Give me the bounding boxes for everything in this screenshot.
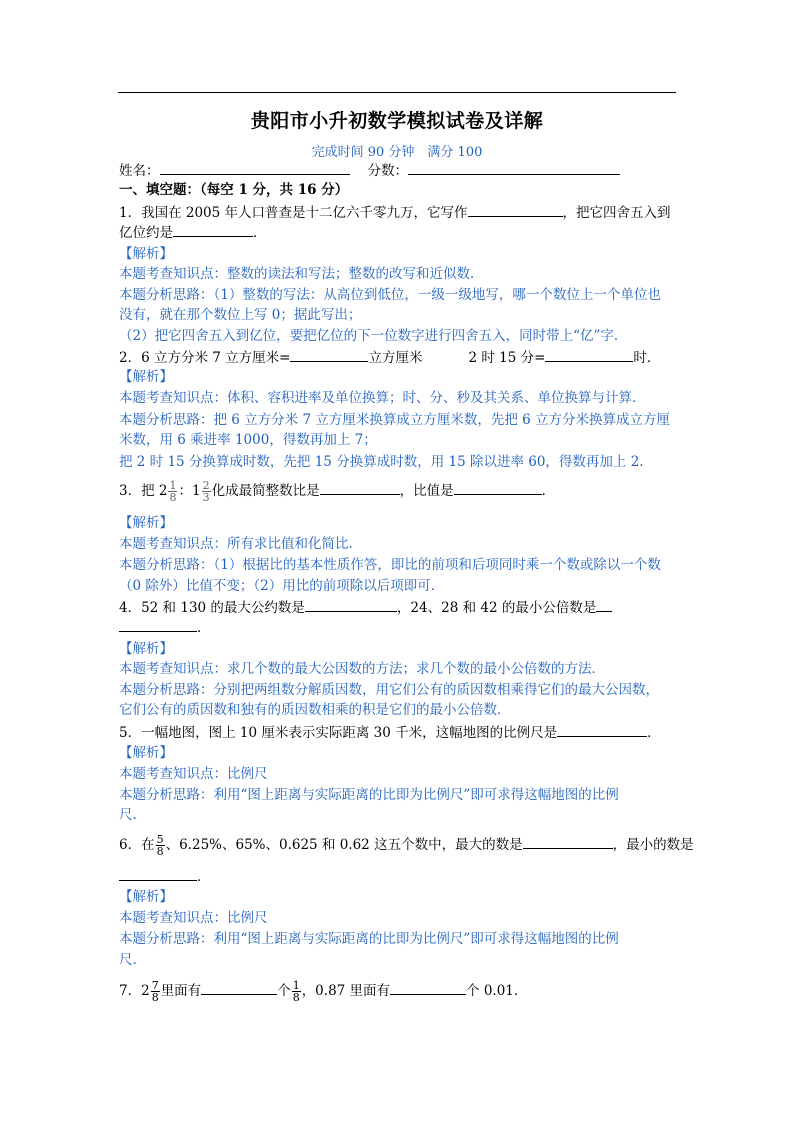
q1-thinking-3: （2）把它四舍五入到亿位，要把亿位的下一位数字进行四舍五入，同时带上“亿”字． [119,328,628,344]
q7-blank-2[interactable] [390,980,466,995]
q2-text-3: 2 时 15 分= [468,350,546,366]
q6-blank-2[interactable] [119,866,197,881]
q3-colon: ：1 [178,483,201,499]
exam-subtitle: 完成时间 90 分钟 满分 100 [311,145,483,160]
q4-analysis-label: 【解析】 [119,641,173,657]
q7-end: 个 0.01． [466,983,528,999]
q1-thinking-1: 本题分析思路：（1）整数的写法：从高位到低位，一级一级地写，哪一个数位上一个单位也 [119,287,661,303]
question-7 [119,980,527,1003]
q4-end: ． [197,620,211,636]
q7-fraction-1: $\frac{7}{8}$ [151,979,159,1004]
q3-text-3: ，比值是 [399,483,454,499]
q3-knowledge: 本题考查知识点：所有求比值和化简比． [119,536,362,552]
q2-knowledge: 本题考查知识点：体积、容积进率及单位换算；时、分、秒及其关系、单位换算与计算． [119,390,646,406]
name-label: 姓名： [119,163,160,179]
question-6-cont [119,866,211,887]
q3-analysis-label: 【解析】 [119,515,173,531]
q3-text-2: 化成最简整数比是 [211,483,320,499]
q2-blank-1[interactable] [290,347,368,362]
question-4-cont [119,617,211,638]
q2-thinking-3: 把 2 时 15 分换算成时数，先把 15 分换算成时数，用 15 除以进率 60，得数再加上 2. [119,454,644,470]
q3-thinking-2: （0 除外）比值不变；（2）用比的前项除以后项即可． [119,578,445,594]
q1-text-3: 亿位约是 [119,225,173,241]
question-2 [119,347,660,368]
q1-blank-1[interactable] [468,202,563,217]
q3-thinking-1: 本题分析思路：（1）根据比的基本性质作答，即比的前项和后项同时乘一个数或除以一个数 [119,557,661,573]
q2-thinking-1: 本题分析思路：把 6 立方分米 7 立方厘米换算成立方厘米数，先把 6 立方分米换算成立方厘 [119,412,671,428]
q6-text-3: ，最小的数是 [612,837,694,853]
section-heading: 一、填空题：（每空 1 分，共 16 分） [119,182,349,198]
question-5 [119,722,661,743]
q6-knowledge: 本题考查知识点：比例尺 [119,910,268,926]
name-field[interactable] [160,160,350,175]
q1-text-2: ，把它四舍五入到 [562,205,671,221]
q4-blank-1[interactable] [305,597,397,612]
q4-thinking-1: 本题分析思路：分别把两组数分解质因数，用它们公有的质因数相乘得它们的最大公因数， [119,682,659,698]
q7-text: 7．2 [119,983,150,999]
q2-thinking-2: 米数，用 6 乘进率 1000，得数再加上 7； [119,432,377,448]
q6-fraction: $\frac{5}{8}$ [156,833,164,858]
q1-knowledge: 本题考查知识点：整数的读法和写法；整数的改写和近似数． [119,266,484,282]
q2-text: 2．6 立方分米 7 立方厘米= [119,350,291,366]
q4-blank-2b[interactable] [119,617,197,632]
question-4 [119,597,612,618]
q3-blank-1[interactable] [320,480,400,495]
q4-knowledge: 本题考查知识点：求几个数的最大公因数的方法；求几个数的最小公倍数的方法． [119,661,605,677]
q5-analysis-label: 【解析】 [119,745,173,761]
q5-thinking-1: 本题分析思路：利用“图上距离与实际距离的比即为比例尺”即可求得这幅地图的比例 [119,787,619,803]
q2-text-2: 立方厘米 [368,350,423,366]
page-title: 贵阳市小升初数学模拟试卷及详解 [250,110,544,132]
q6-thinking-2: 尺. [119,952,137,968]
q5-blank[interactable] [557,722,647,737]
q6-blank-1[interactable] [523,834,613,849]
q7-blank-1[interactable] [201,980,277,995]
q6-text-2: 、6.25%、65%、0.625 和 0.62 这五个数中，最大的数是 [165,837,523,853]
q5-text: 5．一幅地图，图上 10 厘米表示实际距离 30 千米，这幅地图的比例尺是 [119,725,558,741]
name-score-line [119,160,620,181]
score-label: 分数： [367,163,408,179]
q7-text-3: 个 [277,983,291,999]
q2-blank-2[interactable] [545,347,633,362]
q5-end: ． [647,725,661,741]
question-1 [119,202,671,223]
q2-analysis-label: 【解析】 [119,369,173,385]
q1-text: 1．我国在 2005 年人口普查是十二亿六千零九万，它写作 [119,205,468,221]
q3-fraction-1: $\frac{1}{8}$ [169,479,177,504]
question-3 [119,480,555,503]
q5-thinking-2: 尺. [119,807,137,823]
q1-end: ． [253,225,267,241]
score-field[interactable] [408,160,620,175]
q7-fraction-2: $\frac{1}{8}$ [292,979,300,1004]
q4-thinking-2: 它们公有的质因数和独有的质因数相乘的积是它们的最小公倍数． [119,702,511,718]
q7-text-2: 里面有 [160,983,202,999]
question-1-cont [119,222,267,243]
q5-knowledge: 本题考查知识点：比例尺 [119,766,268,782]
q6-thinking-1: 本题分析思路：利用“图上距离与实际距离的比即为比例尺”即可求得这幅地图的比例 [119,931,619,947]
q6-analysis-label: 【解析】 [119,889,173,905]
q2-end: 时． [633,350,661,366]
q3-fraction-2: $\frac{2}{3}$ [202,479,210,504]
q6-end: ． [197,869,211,885]
q4-text-2: ，24、28 和 42 的最小公倍数是 [396,600,597,616]
q3-text: 3．把 2 [119,483,168,499]
q3-blank-2[interactable] [454,480,542,495]
q1-thinking-2: 没有，就在那个数位上写 0；据此写出； [119,307,362,323]
q4-blank-2a[interactable] [596,597,612,612]
q4-text: 4．52 和 130 的最大公约数是 [119,600,305,616]
header-rule [118,92,676,93]
q1-blank-2[interactable] [173,222,253,237]
q1-analysis-label: 【解析】 [119,246,173,262]
q3-end: ． [541,483,556,499]
question-6 [119,834,694,857]
q7-text-4: ，0.87 里面有 [301,983,391,999]
q6-text: 6．在 [119,837,155,853]
